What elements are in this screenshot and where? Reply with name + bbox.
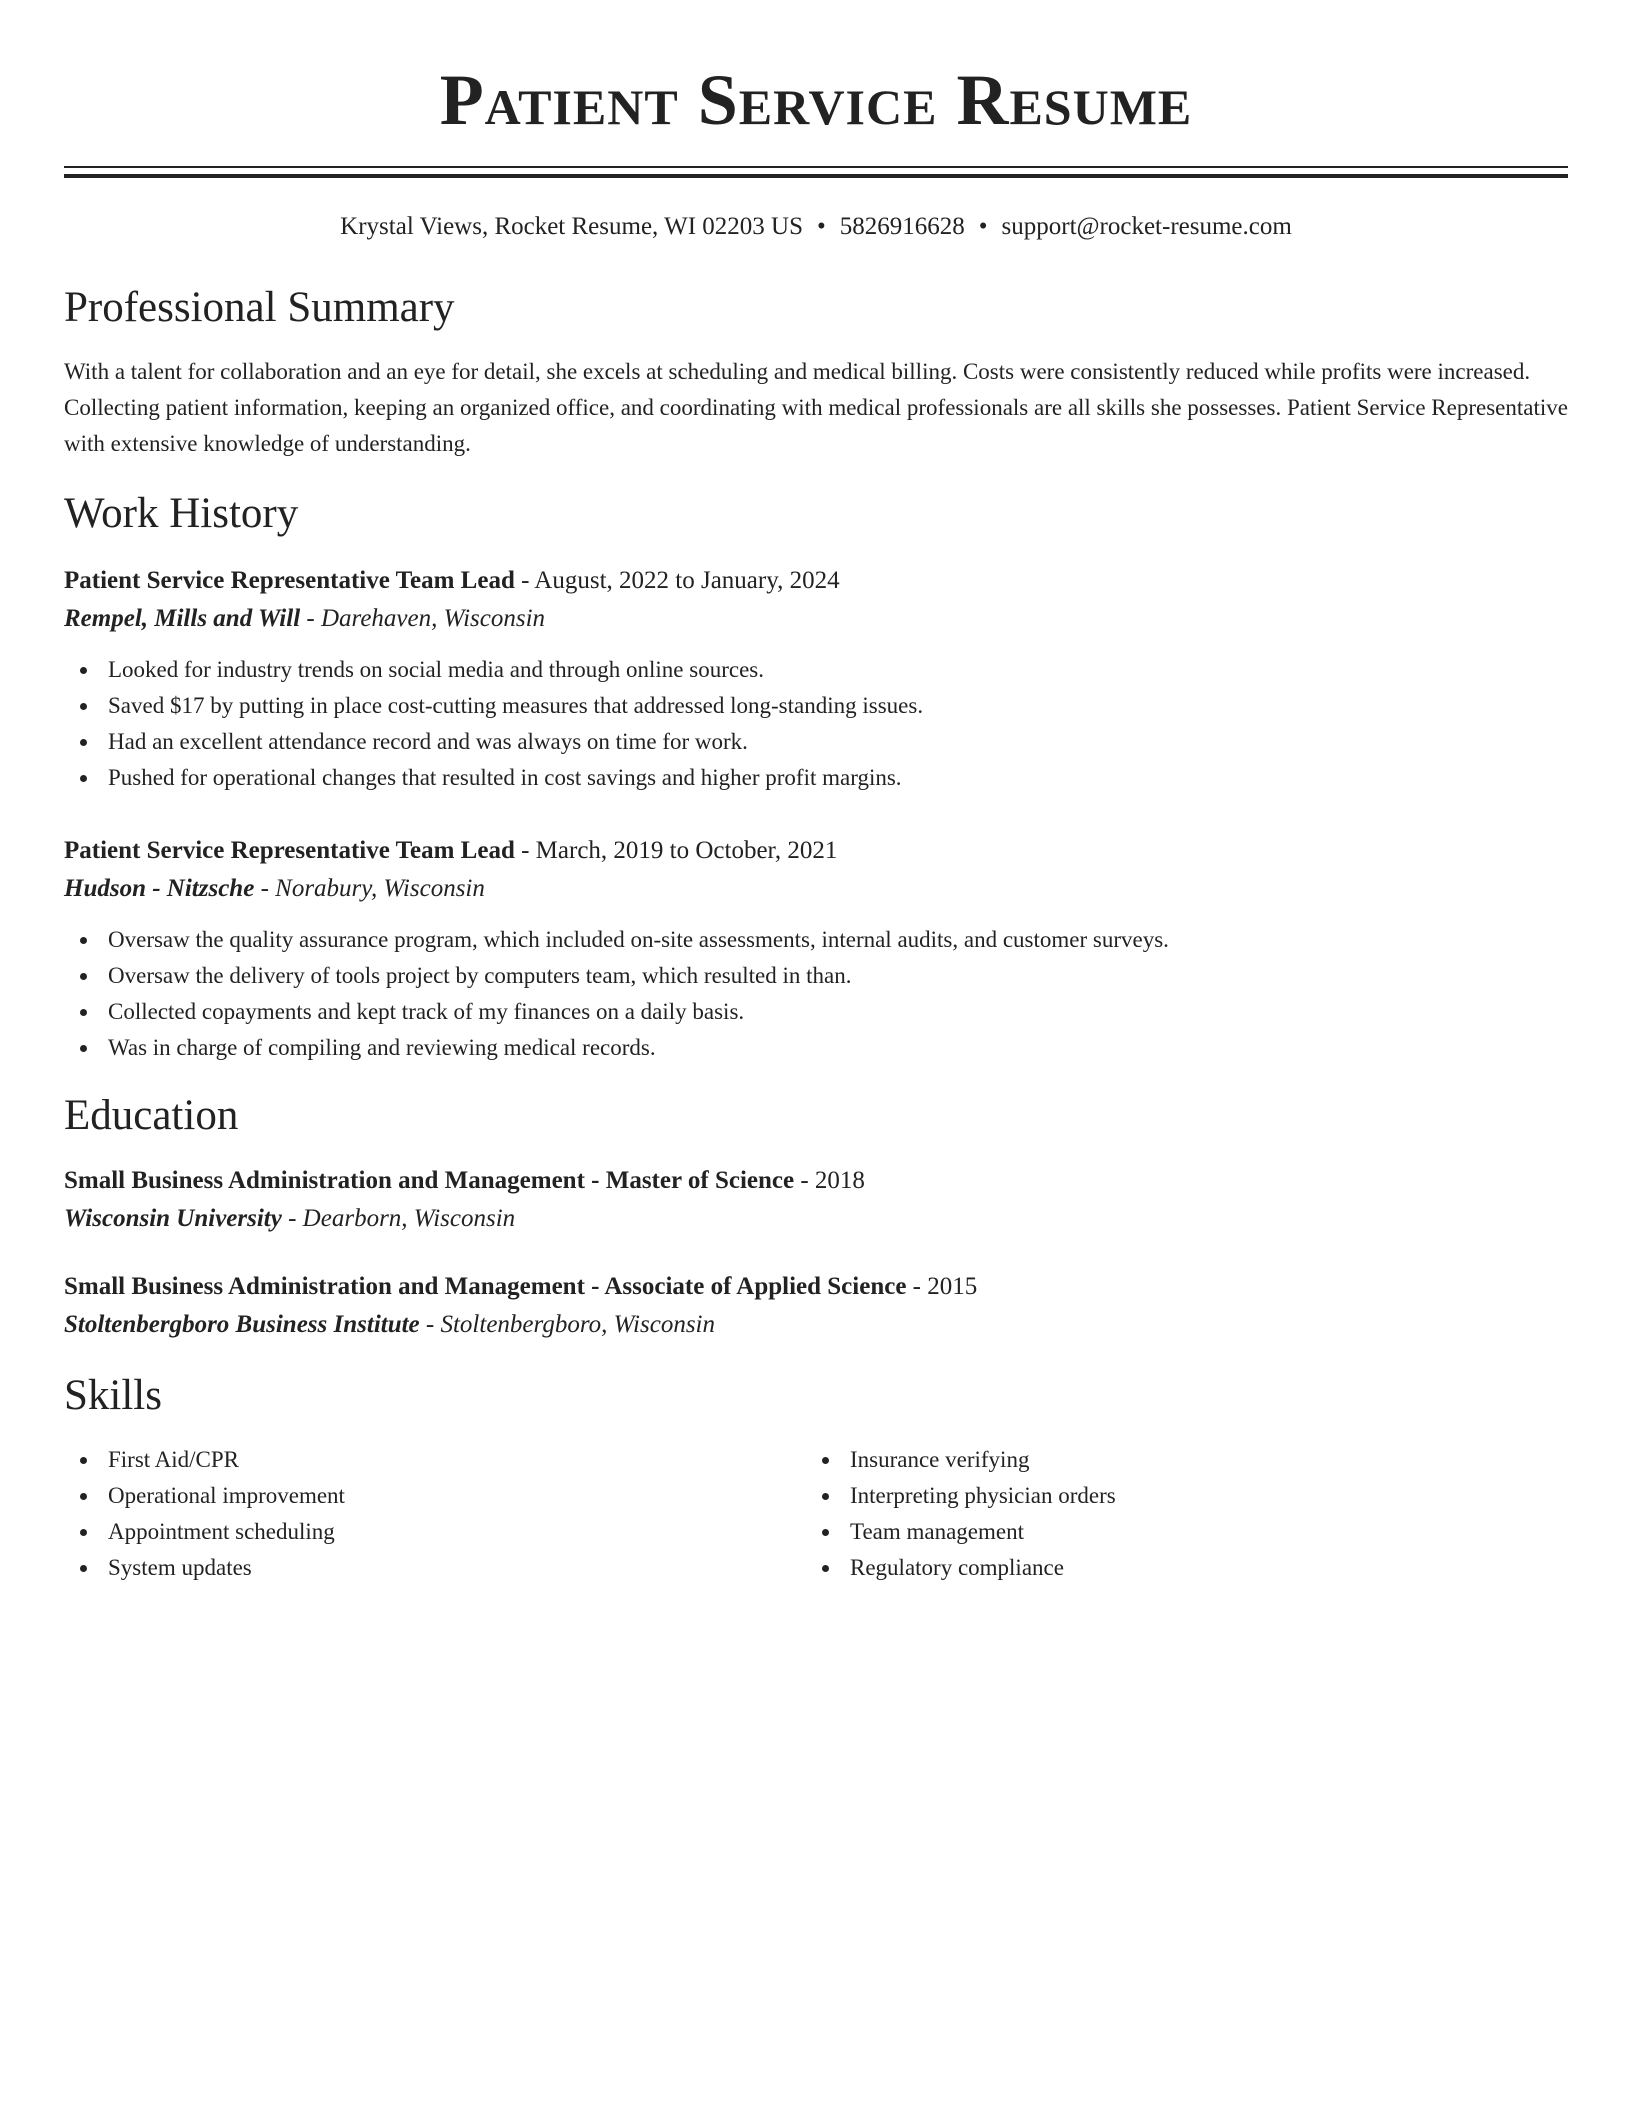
contact-email: support@rocket-resume.com	[1001, 213, 1292, 240]
job-bullet: Oversaw the quality assurance program, which included on-site assessments, internal audits, and customer surveys.	[64, 922, 1568, 958]
skills-grid	[64, 1442, 1568, 1586]
education-year: - 2015	[906, 1273, 978, 1300]
education-school-line	[64, 1200, 1568, 1238]
summary-heading: Professional Summary	[64, 284, 455, 331]
title-divider-thick	[64, 174, 1568, 178]
job-bullet: Saved $17 by putting in place cost-cutting measures that addressed long-standing issues.	[64, 688, 1568, 724]
skill-item: Operational improvement	[64, 1478, 806, 1514]
contact-separator: •	[816, 213, 826, 240]
job-company-line	[64, 600, 1568, 638]
job-title-line	[64, 832, 1568, 870]
education-location: - Dearborn, Wisconsin	[281, 1205, 516, 1232]
skills-list	[806, 1442, 1548, 1586]
job-bullet: Collected copayments and kept track of my finances on a daily basis.	[64, 994, 1568, 1030]
education-degree: Small Business Administration and Management - Master of Science	[64, 1167, 795, 1194]
job-title-line	[64, 562, 1568, 600]
education-degree: Small Business Administration and Management - Associate of Applied Science	[64, 1273, 907, 1300]
education-school-line	[64, 1306, 1568, 1344]
job-bullet-list	[64, 922, 1568, 1066]
skill-item: Insurance verifying	[806, 1442, 1548, 1478]
education-location: - Stoltenbergboro, Wisconsin	[419, 1311, 716, 1338]
job-dates: - March, 2019 to October, 2021	[514, 837, 838, 864]
job-company: Hudson - Nitzsche	[64, 875, 255, 902]
job-bullet: Had an excellent attendance record and was always on time for work.	[64, 724, 1568, 760]
job-location: - Darehaven, Wisconsin	[300, 605, 546, 632]
contact-separator: •	[978, 213, 988, 240]
job-title: Patient Service Representative Team Lead	[64, 567, 515, 594]
job-bullet: Was in charge of compiling and reviewing medical records.	[64, 1030, 1568, 1066]
skills-heading: Skills	[64, 1372, 162, 1419]
job-company-line	[64, 870, 1568, 908]
education-school: Wisconsin University	[64, 1205, 282, 1232]
skills-column-left	[64, 1442, 806, 1586]
skills-list	[64, 1442, 806, 1586]
work-history-heading: Work History	[64, 490, 299, 537]
contact-address: Krystal Views, Rocket Resume, WI 02203 US	[340, 213, 803, 240]
education-degree-line	[64, 1162, 1568, 1200]
summary-text: With a talent for collaboration and an eye for detail, she excels at scheduling and medical billing. Costs were consistently reduced while profits were increased. Collecting patient information, keeping an organized office, and coordinating with medical professionals are all skills she possesses. Patient Service Representative with extensive knowledge of understanding.	[64, 359, 1568, 456]
education-entry	[64, 1268, 1568, 1344]
education-degree-line	[64, 1268, 1568, 1306]
job-bullet-list	[64, 652, 1568, 796]
job-dates: - August, 2022 to January, 2024	[514, 567, 840, 594]
skill-item: Appointment scheduling	[64, 1514, 806, 1550]
contact-line	[64, 212, 1568, 242]
education-school: Stoltenbergboro Business Institute	[64, 1311, 420, 1338]
skill-item: Team management	[806, 1514, 1548, 1550]
education-year: - 2018	[794, 1167, 865, 1194]
job-bullet: Looked for industry trends on social media and through online sources.	[64, 652, 1568, 688]
skills-column-right	[806, 1442, 1548, 1586]
job-location: - Norabury, Wisconsin	[254, 875, 485, 902]
job-entry	[64, 832, 1568, 1066]
resume-title: Patient Service Resume	[439, 60, 1193, 140]
job-bullet: Oversaw the delivery of tools project by computers team, which resulted in than.	[64, 958, 1568, 994]
title-divider-thin	[64, 166, 1568, 168]
job-company: Rempel, Mills and Will	[64, 605, 301, 632]
contact-phone: 5826916628	[839, 213, 965, 240]
job-title: Patient Service Representative Team Lead	[64, 837, 515, 864]
education-entry	[64, 1162, 1568, 1238]
skill-item: Interpreting physician orders	[806, 1478, 1548, 1514]
skill-item: First Aid/CPR	[64, 1442, 806, 1478]
job-bullet: Pushed for operational changes that resulted in cost savings and higher profit margins.	[64, 760, 1568, 796]
skill-item: Regulatory compliance	[806, 1550, 1548, 1586]
education-heading: Education	[64, 1092, 239, 1139]
skill-item: System updates	[64, 1550, 806, 1586]
job-entry	[64, 562, 1568, 796]
